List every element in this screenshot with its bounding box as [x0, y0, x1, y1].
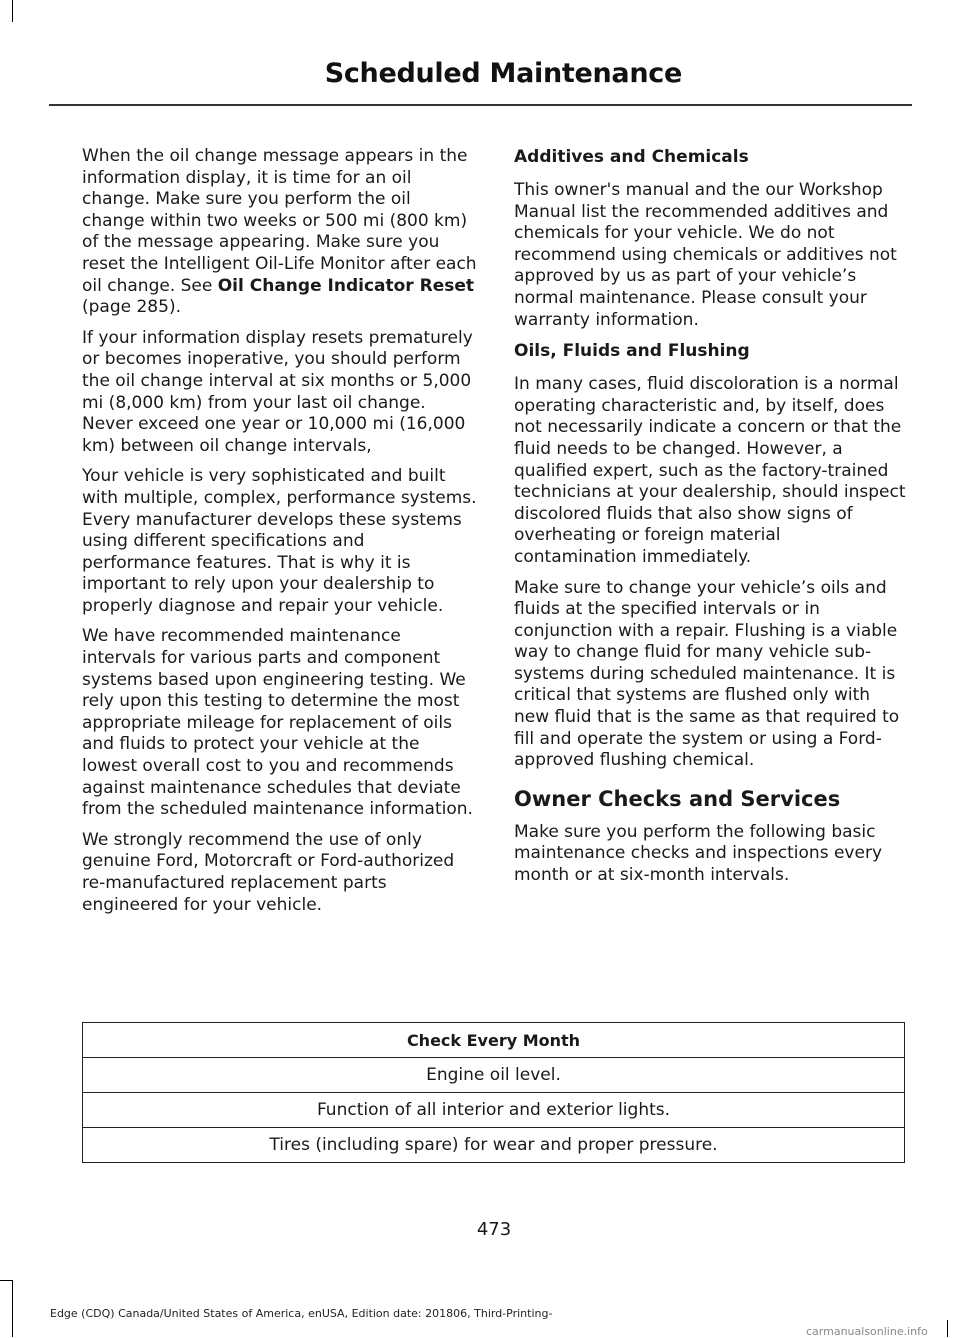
sophisticated-vehicle-paragraph: Your vehicle is very sophisticated and built with multiple, complex, performance systems. Every manufacturer develops these systems using different specifications and performance features. That is why it is important to rely upon your dealership to properly diagnose and repair your vehicle.: [82, 466, 477, 616]
table-cell: Engine oil level.: [83, 1058, 905, 1093]
table-header: Check Every Month: [83, 1023, 905, 1058]
additives-heading: Additives and Chemicals: [514, 147, 749, 167]
oil-change-message-paragraph: [82, 146, 477, 319]
crop-mark: [12, 1280, 13, 1337]
page-title: Scheduled Maintenance: [324, 58, 682, 89]
owner-checks-heading: Owner Checks and Services: [514, 786, 841, 811]
genuine-parts-paragraph: We strongly recommend the use of only genuine Ford, Motorcraft or Ford-authorized re-manufactured replacement parts engineered for your vehicle.: [82, 829, 455, 915]
display-reset-paragraph: If your information display resets prematurely or becomes inoperative, you should perform the oil change interval at six months or 5,000 mi (8,000 km) from your last oil change. Never exceed one year or 10,000 mi (16,000 km) between oil change intervals,: [82, 327, 473, 456]
table-row: [83, 1058, 905, 1093]
table-row: [83, 1128, 905, 1163]
additives-paragraph: This owner's manual and the our Workshop Manual list the recommended additives and chemicals for your vehicle. We do not recommend using chemicals or additives not approved by us as part of your vehicle’s normal maintenance. Please consult your warranty information.: [514, 180, 897, 330]
right-column: [514, 146, 908, 896]
crop-mark: [0, 1280, 12, 1281]
page-reference: (page 285).: [82, 297, 181, 318]
maintenance-intervals-paragraph: We have recommended maintenance intervals for various parts and component systems based upon engineering testing. We rely upon this testing to determine the most appropriate mileage for replacement of oils and fluids to protect your vehicle at the lowest overall cost to you and recommends against maintenance schedules that deviate from the scheduled maintenance information.: [82, 626, 473, 820]
oils-fluids-heading: Oils, Fluids and Flushing: [514, 341, 750, 362]
oil-change-indicator-reset-link[interactable]: Oil Change Indicator Reset: [217, 275, 475, 296]
page-number: 473: [476, 1219, 512, 1240]
table-cell: Tires (including spare) for wear and proper pressure.: [83, 1128, 905, 1163]
table-cell: Function of all interior and exterior lights.: [83, 1093, 905, 1128]
monthly-check-table: [82, 1022, 905, 1163]
crop-mark: [12, 0, 13, 22]
table-row: [83, 1093, 905, 1128]
owner-checks-paragraph: Make sure you perform the following basic maintenance checks and inspections every month or at six-month intervals.: [514, 821, 882, 886]
edition-footer: Edge (CDQ) Canada/United States of America, enUSA, Edition date: 201806, Third-Printing-: [50, 1307, 553, 1320]
header-divider: [49, 104, 912, 106]
flushing-paragraph: Make sure to change your vehicle’s oils and fluids at the specified intervals or in conjunction with a repair. Flushing is a viable way to change fluid for many vehicle sub-systems during scheduled maintenance. It is critical that systems are flushed only with new fluid that is the same as that required to fill and operate the system or using a Ford-approved flushing chemical.: [514, 577, 900, 771]
left-column: [82, 146, 477, 925]
crop-mark: [947, 1320, 948, 1337]
fluid-discoloration-paragraph: In many cases, fluid discoloration is a normal operating characteristic and, by itself, does not necessarily indicate a concern or that the fluid needs to be changed. However, a qualified expert, such as the factory-trained technicians at your dealership, should inspect discolored fluids that also show signs of overheating or foreign material contamination immediately.: [514, 374, 906, 567]
watermark: carmanualsonline.info: [806, 1325, 928, 1338]
paragraph-text: When the oil change message appears in the information display, it is time for an oil change. Make sure you perform the oil change within two weeks or 500 mi (800 km) of the message appearing. Make sure you reset the Intelligent Oil-Life Monitor after each oil change. See: [82, 146, 477, 296]
